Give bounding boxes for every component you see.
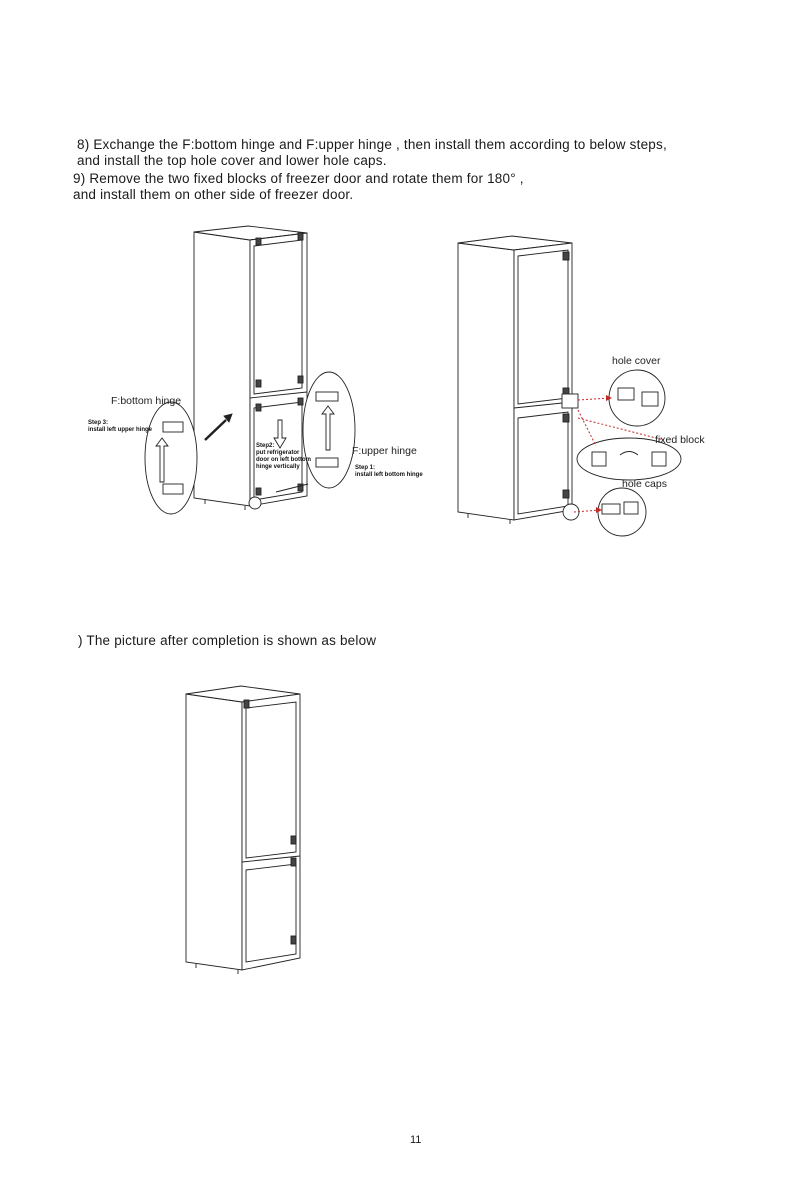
step3-title: Step 3:	[88, 420, 109, 426]
bottom-hinge-label: F:bottom hinge	[111, 395, 182, 407]
step1-text: install left bottom hinge	[355, 472, 423, 478]
step2-line1: put refrigerator	[256, 450, 300, 456]
upper-hinge-label: F:upper hinge	[352, 445, 417, 457]
step2-line2: door on left bottom	[256, 457, 311, 463]
hole-caps-label: hole caps	[622, 478, 667, 490]
step2-title: Step2:	[256, 443, 275, 449]
completion-caption: ) The picture after completion is shown as below	[78, 633, 377, 648]
step8-line2: and install the top hole cover and lower hole caps.	[77, 153, 387, 168]
fixed-block-label: fixed block	[655, 434, 705, 446]
step2-line3: hinge vertically	[256, 464, 300, 470]
step9-line2: and install them on other side of freezer door.	[73, 187, 354, 202]
step1-title: Step 1:	[355, 465, 376, 471]
page-number: 11	[410, 1134, 422, 1146]
step9-line1: 9) Remove the two fixed blocks of freezer door and rotate them for 180° ,	[73, 171, 524, 186]
hole-cover-label: hole cover	[612, 355, 661, 367]
step8-line1: 8) Exchange the F:bottom hinge and F:upper hinge , then install them according to below steps,	[77, 137, 667, 152]
step3-text: install left upper hinge	[88, 427, 153, 433]
